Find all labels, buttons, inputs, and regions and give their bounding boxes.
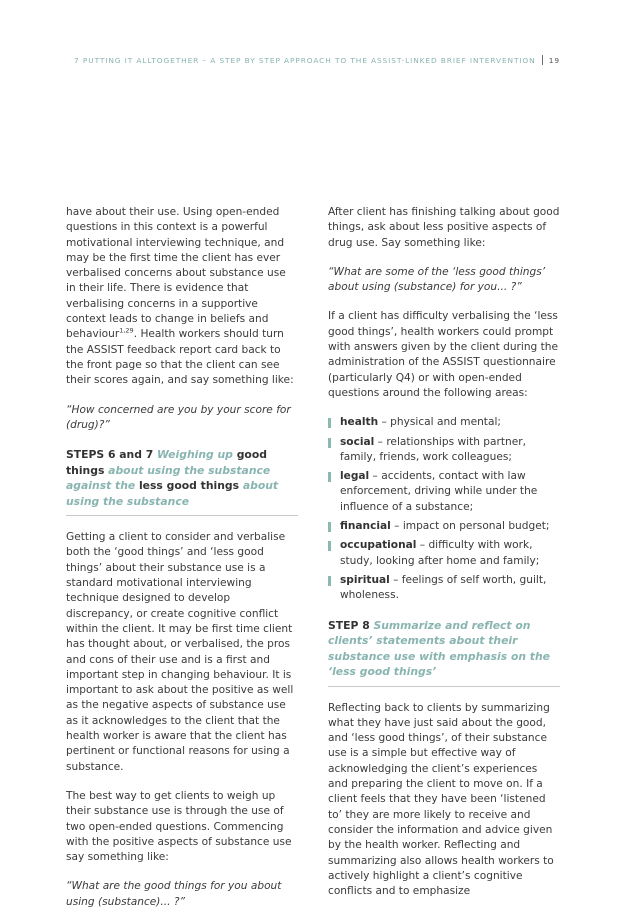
step67-label: STEPS 6 and 7 (66, 448, 157, 462)
quote-concerned: “How concerned are you by your score for (drug)?” (66, 403, 291, 431)
left-para1-text: have about their use. Using open-ended questions in this context is a powerful motivational interviewing technique, and may be the first time the client has ever verbalised concerns about substance use in their life. There is evidence that verbalising concerns in a supportive context leads to change in beliefs and behaviour (66, 206, 286, 341)
step8-part-c: on clients’ statements about their substance use with emphasis on the ‘less good things’ (328, 618, 550, 679)
running-title: 7 PUTTING IT ALLTOGETHER – A STEP BY STEP APPROACH TO THE ASSIST-LINKED BRIEF INTERVENTION (74, 56, 536, 65)
step8-label: STEP 8 (328, 618, 374, 632)
list-text: – impact on personal budget; (390, 520, 550, 533)
list-text: – relationships with partner, family, friends, work colleagues; (340, 435, 526, 463)
left-column (66, 205, 298, 924)
step67-part-f: about using the substance (66, 479, 279, 508)
step67-part-e: less good things (138, 479, 243, 493)
list-term: legal (340, 470, 370, 483)
right-column (328, 205, 560, 913)
step8-part-b: Summarize and reflect (373, 618, 516, 632)
list-item (328, 415, 560, 430)
right-paragraph-3: Reflecting back to clients by summarizing what they have just said about the good, and ‘less good things’, of their substance use is a simple but effective way of acknowledging the client’s experiences and preparing the client to move on. If a client feels that they have been ‘listened to’ they are more likely to receive and consider the information and advice given by the health worker. Reflecting and summarizing also allows health workers to actively highlight a client’s cognitive conflicts and to emphasize (328, 701, 554, 898)
list-term: social (340, 435, 375, 448)
step-8-heading (328, 618, 560, 687)
citation-superscript: 1,29 (119, 326, 134, 335)
left-para1-end: . Health workers should turn the ASSIST feedback report card back to the front page so that the client can see their scores again, and say something like: (66, 328, 294, 387)
list-text: – feelings of self worth, guilt, wholeness. (340, 573, 547, 602)
quote-good-things: “What are the good things for you about using (substance)... ?” (66, 880, 282, 908)
list-text: – physical and mental; (378, 416, 501, 429)
list-term: spiritual (340, 573, 390, 586)
step67-part-c: good things (66, 448, 267, 477)
list-item (328, 538, 560, 569)
list-item (328, 573, 560, 604)
list-text: – difficulty with work, study, looking after home and family; (340, 539, 540, 567)
list-term: health (340, 416, 379, 429)
list-text: – accidents, contact with law enforcement, driving while under the influence of a substance; (340, 470, 538, 513)
page-number: 19 (548, 56, 560, 65)
list-item (328, 469, 560, 515)
step-6-7-heading (66, 447, 298, 516)
left-paragraph-3: The best way to get clients to weigh up their substance use is through the use of two open-ended questions. Commencing with the positive aspects of substance use say something like: (66, 789, 292, 864)
right-paragraph-2: If a client has difficulty verbalising the ‘less good things’, health workers could prompt with answers given by the client during the administration of the ASSIST questionnaire (particularly Q4) or with open-ended questions around the following areas: (328, 310, 559, 399)
right-paragraph-1: After client has finishing talking about good things, ask about less positive aspects of drug use. Say something like: (328, 206, 560, 249)
list-term: occupational (340, 539, 417, 552)
areas-list (328, 415, 560, 603)
left-paragraph-1 (66, 205, 298, 389)
step67-part-d: about using the substance against the (66, 463, 271, 493)
header-separator (542, 55, 543, 65)
running-header (74, 55, 560, 65)
left-paragraph-2: Getting a client to consider and verbalise both the ‘good things’ and ‘less good things’ about their substance use is a standard motivational interviewing technique designed to develop discrepancy, or create cognitive conflict within the client. It may be first time client has thought about, or verbalised, the pros and cons of their use and is a first and important step in changing behaviour. It is important to ask about the positive as well as the negative aspects of substance use as it acknowledges to the client that the health worker is aware that the client has pertinent or functional reasons for using a substance. (66, 531, 294, 773)
list-item (328, 519, 560, 534)
step67-part-b: Weighing up (156, 448, 237, 462)
list-term: financial (340, 520, 391, 533)
quote-less-good-things: “What are some of the ‘less good things’ about using (substance) for you... ?” (328, 265, 546, 294)
list-item (328, 435, 560, 466)
